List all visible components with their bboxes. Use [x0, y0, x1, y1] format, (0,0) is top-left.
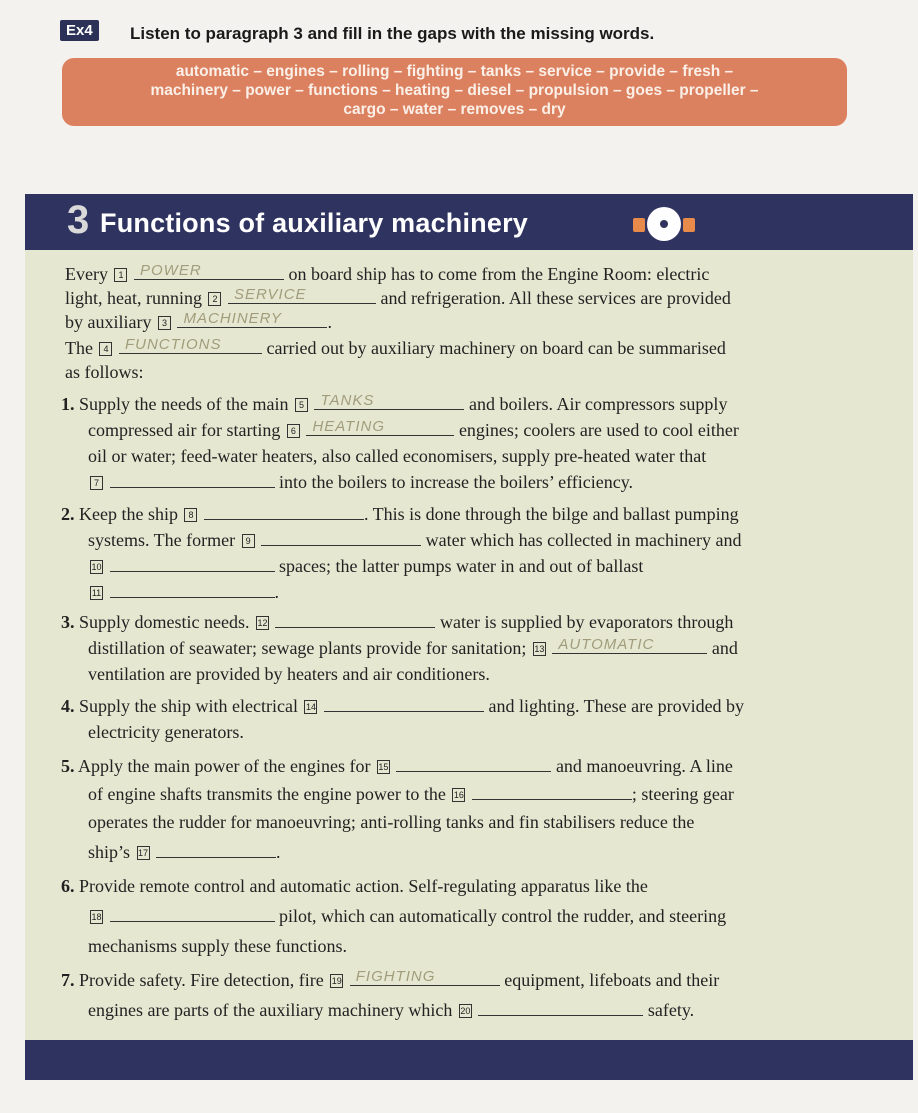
section-title-bar — [25, 194, 913, 250]
text-line: light, heat, running 2 SERVICE and refrigeration. All these services are provided — [65, 286, 731, 308]
gap-11-input[interactable] — [110, 583, 275, 598]
gap-number: 1 — [114, 268, 127, 282]
list-item-2: 2. Keep the ship 8 . This is done through the bilge and ballast pumping — [61, 504, 739, 524]
audio-track-icon[interactable] — [633, 204, 695, 242]
word-bank-line: automatic – engines – rolling – fighting – tanks – service – provide – fresh – — [175, 63, 734, 80]
gap-19-input[interactable]: FIGHTING — [350, 971, 500, 986]
gap-8-input[interactable] — [204, 505, 364, 520]
text-line: oil or water; feed-water heaters, also called economisers, supply pre-heated water that — [88, 446, 707, 466]
list-item-4: 4. Supply the ship with electrical 14 and lighting. These are provided by — [61, 696, 745, 716]
gap-number: 17 — [138, 848, 149, 858]
text-line: 11 . — [91, 582, 279, 602]
gap-number: 12 — [257, 618, 268, 628]
text-line: ship’s 17 . — [88, 842, 281, 862]
gap-6-input[interactable]: HEATING — [306, 421, 454, 436]
text-line: 18 pilot, which can automatically control the rudder, and steering — [91, 906, 727, 926]
text-line: compressed air for starting 6 HEATING engines; coolers are used to cool either — [88, 418, 739, 440]
text-line: as follows: — [65, 362, 144, 382]
text-line: operates the rudder for manoeuvring; anti-rolling tanks and fin stabilisers reduce the — [88, 812, 695, 832]
section-title: Functions of auxiliary machinery — [100, 208, 529, 238]
gap-3-input[interactable]: MACHINERY — [177, 313, 327, 328]
gap-number: 16 — [453, 790, 464, 800]
gap-number: 20 — [460, 1006, 471, 1016]
gap-10-input[interactable] — [110, 557, 275, 572]
text-line: of engine shafts transmits the engine power to the 16 ; steering gear — [88, 784, 734, 804]
list-item-6: 6. Provide remote control and automatic action. Self-regulating apparatus like the — [61, 876, 648, 896]
gap-17-input[interactable] — [156, 843, 276, 858]
gap-1-input[interactable]: POWER — [134, 265, 284, 280]
exercise-header — [60, 18, 880, 54]
gap-7-input[interactable] — [110, 473, 275, 488]
gap-number: 11 — [91, 588, 102, 598]
gap-number: 6 — [287, 424, 300, 438]
text-line: by auxiliary 3 MACHINERY . — [65, 310, 332, 332]
gap-13-input[interactable]: AUTOMATIC — [552, 639, 707, 654]
text-line: 10 spaces; the latter pumps water in and out of ballast — [91, 556, 644, 576]
list-item-5: 5. Apply the main power of the engines for 15 and manoeuvring. A line — [61, 756, 733, 776]
gap-15-input[interactable] — [396, 757, 551, 772]
section-number: 3 — [67, 198, 90, 242]
gap-5-input[interactable]: TANKS — [314, 395, 464, 410]
gap-number: 8 — [184, 508, 197, 522]
gap-number: 9 — [242, 534, 255, 548]
text-line: engines are parts of the auxiliary machinery which 20 safety. — [88, 1000, 695, 1020]
gap-number: 18 — [91, 912, 102, 922]
gap-12-input[interactable] — [275, 613, 435, 628]
footer-bar — [25, 1040, 913, 1080]
word-bank-line: machinery – power – functions – heating – diesel – propulsion – goes – propeller – — [150, 82, 759, 99]
text-line: Every 1 POWER on board ship has to come from the Engine Room: electric — [65, 262, 710, 284]
gap-number: 2 — [208, 292, 221, 306]
gap-18-input[interactable] — [110, 907, 275, 922]
exercise-text — [25, 250, 913, 1040]
list-item-3: 3. Supply domestic needs. 12 water is supplied by evaporators through — [61, 612, 734, 632]
text-line: mechanisms supply these functions. — [88, 936, 347, 956]
exercise-instruction: Listen to paragraph 3 and fill in the gaps with the missing words. — [130, 24, 655, 43]
gap-number: 15 — [378, 762, 389, 772]
gap-4-input[interactable]: FUNCTIONS — [119, 339, 262, 354]
gap-number: 4 — [99, 342, 112, 356]
gap-number: 3 — [158, 316, 171, 330]
word-bank-line: cargo – water – removes – dry — [343, 101, 566, 118]
list-item-1: 1. Supply the needs of the main 5 TANKS and boilers. Air compressors supply — [61, 392, 728, 414]
gap-16-input[interactable] — [472, 785, 632, 800]
gap-20-input[interactable] — [478, 1001, 643, 1016]
text-line: 7 into the boilers to increase the boilers’ efficiency. — [88, 472, 633, 493]
gap-2-input[interactable]: SERVICE — [228, 289, 376, 304]
gap-number: 19 — [331, 976, 342, 986]
text-line: systems. The former 9 water which has collected in machinery and — [88, 530, 742, 550]
gap-9-input[interactable] — [261, 531, 421, 546]
gap-number: 5 — [295, 398, 308, 412]
gap-number: 13 — [534, 644, 545, 654]
gap-number: 10 — [91, 562, 102, 572]
text-line: distillation of seawater; sewage plants provide for sanitation; 13 AUTOMATIC and — [88, 636, 738, 658]
exercise-badge: Ex4 — [60, 20, 99, 41]
text-line: The 4 FUNCTIONS carried out by auxiliary machinery on board can be summarised — [65, 336, 726, 358]
word-bank — [62, 58, 847, 126]
text-line: ventilation are provided by heaters and air conditioners. — [88, 664, 490, 684]
list-item-7: 7. Provide safety. Fire detection, fire 19 FIGHTING equipment, lifeboats and their — [61, 968, 720, 990]
gap-number: 7 — [90, 476, 103, 490]
text-line: electricity generators. — [88, 722, 244, 742]
gap-number: 14 — [305, 702, 316, 712]
gap-14-input[interactable] — [324, 697, 484, 712]
